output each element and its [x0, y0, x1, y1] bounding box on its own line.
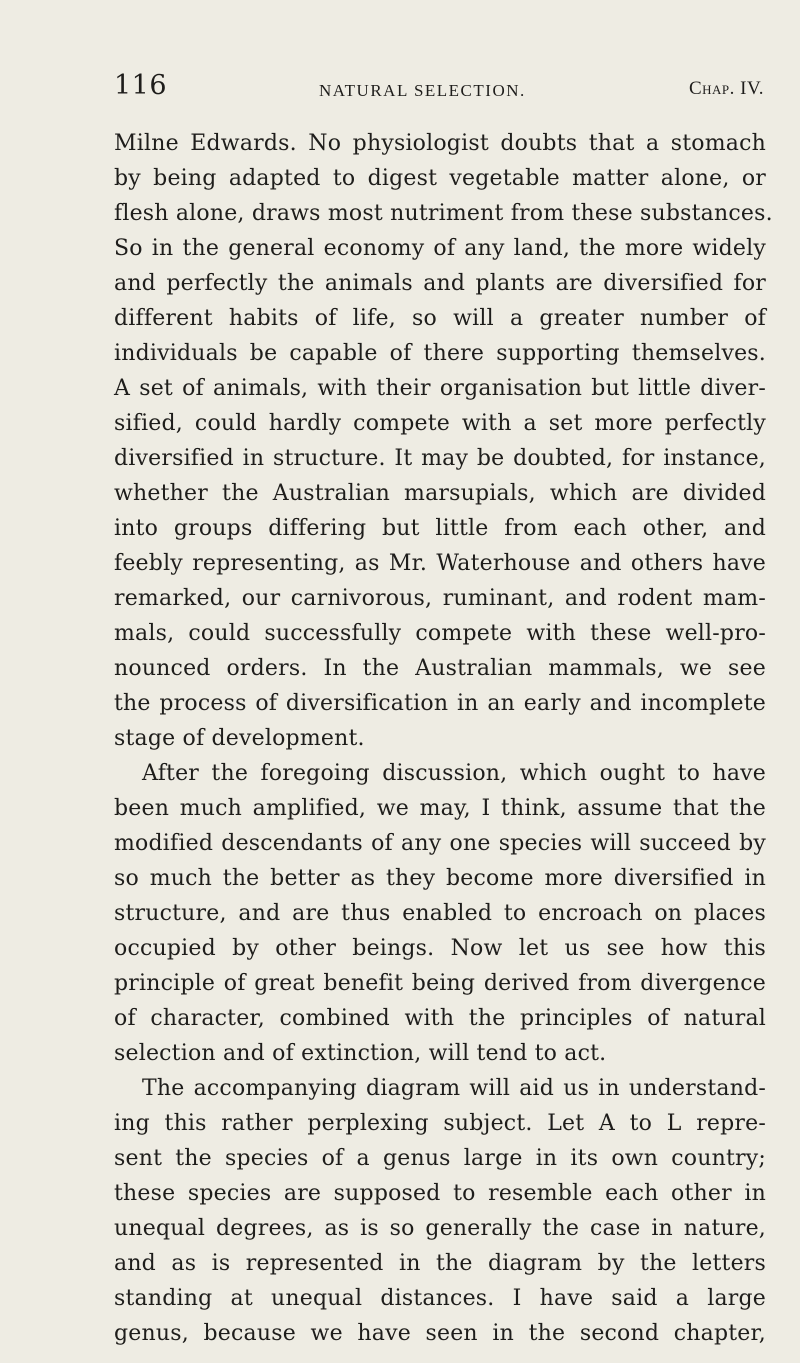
text-line: by being adapted to digest vegetable matter alone, or — [114, 166, 766, 191]
text-line: remarked, our carnivorous, ruminant, and rodent mam- — [114, 586, 766, 611]
page-header — [114, 70, 764, 110]
text-line: stage of development. — [114, 726, 365, 751]
page-number: 116 — [114, 70, 168, 101]
text-line: mals, could successfully compete with these well-pro- — [114, 621, 766, 646]
chapter-reference: Chap. IV. — [688, 78, 764, 99]
text-line: into groups differing but little from each other, and — [114, 516, 766, 541]
text-line: The accompanying diagram will aid us in understand- — [142, 1076, 766, 1101]
text-line: sent the species of a genus large in its own country; — [114, 1146, 766, 1171]
text-line: A set of animals, with their organisation but little diver- — [114, 376, 766, 401]
text-line: modified descendants of any one species will succeed by — [114, 831, 766, 856]
text-line: ing this rather perplexing subject. Let A to L repre- — [114, 1111, 766, 1136]
text-line: principle of great benefit being derived from divergence — [114, 971, 766, 996]
text-line: and perfectly the animals and plants are diversified for — [114, 271, 766, 296]
text-line: After the foregoing discussion, which ought to have — [142, 761, 766, 786]
text-line: genus, because we have seen in the second chapter, — [114, 1321, 766, 1346]
text-line: selection and of extinction, will tend to act. — [114, 1041, 607, 1066]
text-line: different habits of life, so will a greater number of — [114, 306, 766, 331]
text-line: So in the general economy of any land, the more widely — [114, 236, 766, 261]
text-line: whether the Australian marsupials, which are divided — [114, 481, 766, 506]
text-line: Milne Edwards. No physiologist doubts that a stomach — [114, 131, 766, 156]
running-title: NATURAL SELECTION. — [319, 81, 526, 100]
text-line: and as is represented in the diagram by the letters — [114, 1251, 766, 1276]
text-line: the process of diversification in an early and incomplete — [114, 691, 766, 716]
text-line: unequal degrees, as is so generally the case in nature, — [114, 1216, 766, 1241]
text-line: flesh alone, draws most nutriment from these substances. — [114, 201, 773, 226]
text-line: of character, combined with the principles of natural — [114, 1006, 766, 1031]
text-line: structure, and are thus enabled to encroach on places — [114, 901, 766, 926]
text-line: so much the better as they become more diversified in — [114, 866, 766, 891]
text-line: these species are supposed to resemble each other in — [114, 1181, 766, 1206]
text-line: sified, could hardly compete with a set more perfectly — [114, 411, 766, 436]
text-line: individuals be capable of there supporting themselves. — [114, 341, 766, 366]
text-line: standing at unequal distances. I have said a large — [114, 1286, 766, 1311]
text-line: occupied by other beings. Now let us see how this — [114, 936, 766, 961]
text-line: been much amplified, we may, I think, assume that the — [114, 796, 766, 821]
body-text — [114, 126, 773, 1351]
text-line: diversified in structure. It may be doubted, for instance, — [114, 446, 766, 471]
text-line: nounced orders. In the Australian mammals, we see — [114, 656, 766, 681]
text-line: feebly representing, as Mr. Waterhouse and others have — [114, 551, 766, 576]
